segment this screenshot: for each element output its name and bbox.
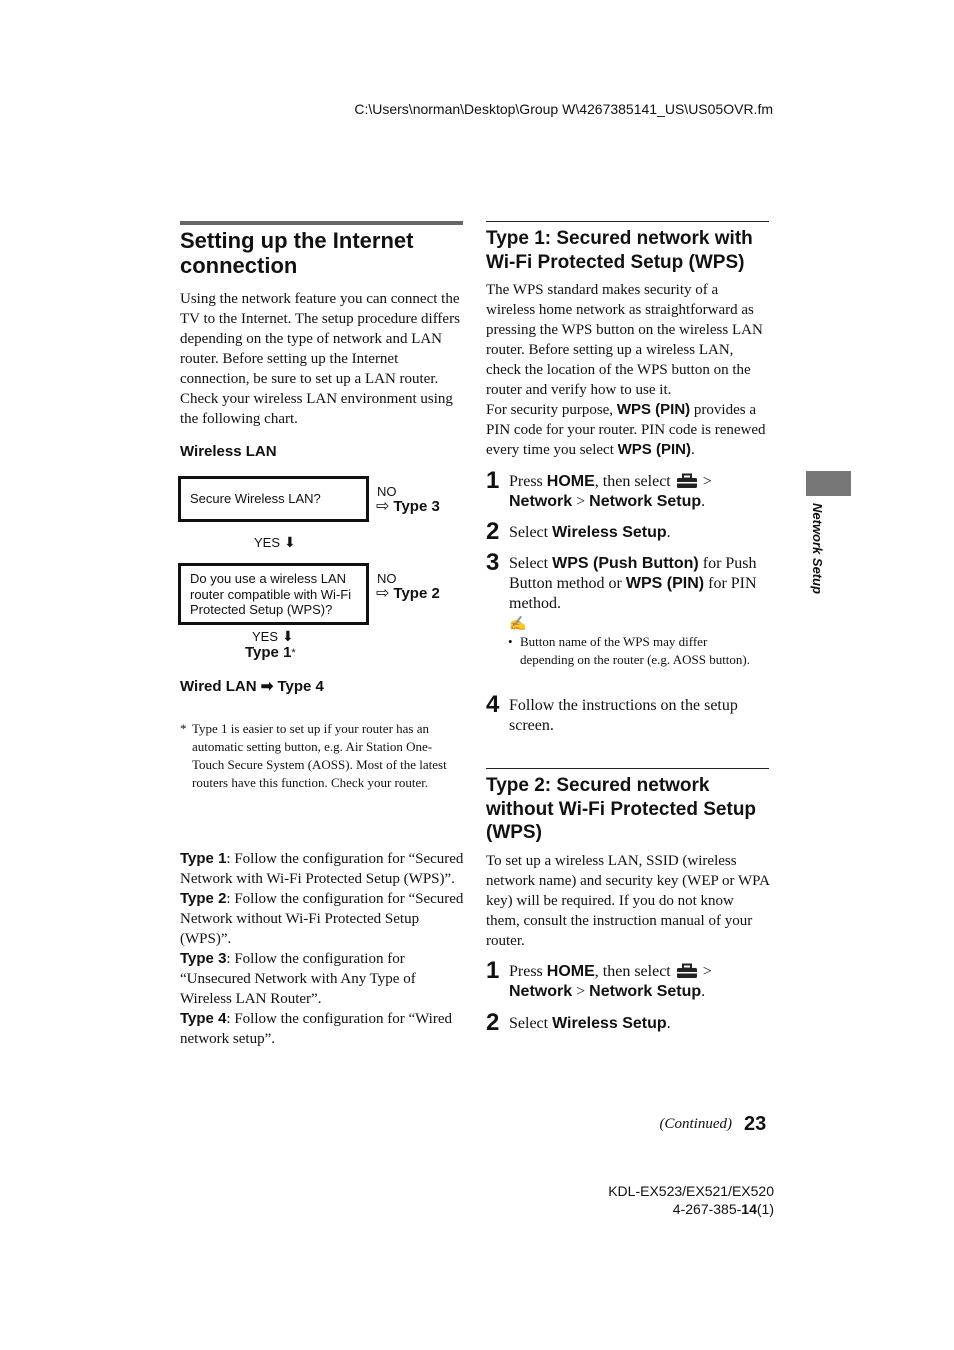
wireless-setup-menu: Wireless Setup <box>552 1015 667 1032</box>
text-run: Select <box>509 1015 553 1032</box>
type-desc-label: Type 3 <box>180 950 227 967</box>
wps-pin-term: WPS (PIN) <box>617 441 691 458</box>
yes-label: YES <box>252 629 279 644</box>
type-desc-item <box>180 949 465 1009</box>
section2-body: To set up a wireless LAN, SSID (wireless network name) and security key (WEP or WPA key) will be required. If you do not know them, consult the instruction manual of your router. <box>486 853 770 949</box>
flow-question-wps-text: Do you use a wireless LAN router compatible with Wi-Fi Protected Setup (WPS)? <box>190 571 352 617</box>
wired-lan-line <box>180 677 324 695</box>
step-3 <box>486 549 771 614</box>
type-desc-label: Type 4 <box>180 1010 227 1027</box>
text-run: > <box>698 473 712 490</box>
text-run: for PIN method. <box>509 575 757 612</box>
wps-pin-term: WPS (PIN) <box>616 401 691 418</box>
intro-paragraph: Using the network feature you can connect the TV to the Internet. The setup procedure differs depending on the type of network and LAN router. Before setting up the Internet connection, be sure to set up a LAN router. Check your wireless LAN environment using the following chart. <box>180 291 460 427</box>
document-code <box>500 1201 774 1217</box>
code-part: 4-267-385- <box>672 1201 742 1217</box>
step-1 <box>486 957 771 1002</box>
step-number: 1 <box>486 957 500 984</box>
text-run: . <box>666 524 671 541</box>
step-2 <box>486 1009 771 1036</box>
text-run: Select <box>509 555 553 572</box>
section1-security-paragraph <box>486 400 771 460</box>
type-desc-item <box>180 849 465 889</box>
wps-push-button-option: WPS (Push Button) <box>552 555 699 572</box>
type-desc-text: : Follow the configuration for “Unsecured Network with Any Type of Wireless LAN Router”. <box>180 951 416 1007</box>
continued-label: (Continued) <box>659 1116 732 1132</box>
step-number: 2 <box>486 518 500 545</box>
wps-pin-option: WPS (PIN) <box>625 575 705 592</box>
note-text: Button name of the WPS may differ depending on the router (e.g. AOSS button). <box>520 634 750 667</box>
text-run: . <box>701 493 706 510</box>
text-run: Select <box>509 524 553 541</box>
text-run: . <box>701 983 706 1000</box>
step-2 <box>486 518 771 545</box>
step-number: 2 <box>486 1009 500 1036</box>
text-run: for Push Button method or <box>509 555 757 592</box>
text-run: , then select <box>594 963 675 980</box>
right-arrow-icon: ⇨ <box>376 498 390 515</box>
text-run: , then select <box>594 473 675 490</box>
type3-result: Type 3 <box>393 498 440 515</box>
flow-no-label: NO <box>377 571 397 586</box>
type-desc-text: : Follow the configuration for “Wired network setup”. <box>180 1011 452 1047</box>
section-rule <box>180 221 463 225</box>
section1-paragraph: The WPS standard makes security of a wireless home network as straightforward as pressing the WPS button on the wireless LAN router. Before setting up a wireless LAN, check the location of the WPS button on the router and verify how to use it. <box>486 282 763 398</box>
right-arrow-icon: ➡ <box>260 678 274 695</box>
flow-question-secure-text: Secure Wireless LAN? <box>190 491 321 506</box>
type1-result: Type 1 <box>245 644 292 661</box>
flow-result-type3 <box>376 496 440 516</box>
footnote <box>180 720 463 792</box>
home-key: HOME <box>546 963 595 980</box>
side-tab-marker <box>806 471 851 496</box>
type-desc-item <box>180 1009 465 1049</box>
flow-yes-1 <box>254 534 296 552</box>
text-run: provides a PIN code for your router. PIN code is renewed every time you select <box>486 402 766 458</box>
page-number: 23 <box>744 1113 767 1135</box>
toolbox-icon <box>675 963 699 979</box>
type-desc-text: : Follow the configuration for “Secured Network without Wi-Fi Protected Setup (WPS)”. <box>180 891 464 947</box>
code-part: (1) <box>756 1201 774 1217</box>
code-part-bold: 14 <box>741 1201 757 1217</box>
step-number: 1 <box>486 467 500 494</box>
text-run: > <box>698 963 712 980</box>
home-key: HOME <box>546 473 595 490</box>
type-desc-label: Type 1 <box>180 850 227 867</box>
yes-label: YES <box>254 535 281 550</box>
flow-question-wps <box>178 563 369 625</box>
step-4 <box>486 691 771 736</box>
down-arrow-icon: ⬇ <box>282 628 294 644</box>
bullet: • <box>508 634 513 649</box>
step-text <box>509 472 771 512</box>
right-arrow-icon: ⇨ <box>376 585 390 602</box>
footnote-text: Type 1 is easier to set up if your router has an automatic setting button, e.g. Air Station One-Touch Secure System (AOSS). Most of the latest routers have this function. Check your router. <box>192 721 447 790</box>
step-text <box>509 962 771 1002</box>
step-number: 3 <box>486 549 500 576</box>
flow-question-secure <box>178 476 369 522</box>
network-menu: Network <box>509 493 573 510</box>
text-run: . <box>666 1015 671 1032</box>
model-number: KDL-EX523/EX521/EX520 <box>608 1183 774 1199</box>
section-rule <box>486 768 769 769</box>
section1-title: Type 1: Secured network with Wi-Fi Protected Setup (WPS) <box>486 228 753 273</box>
wireless-setup-menu: Wireless Setup <box>552 524 667 541</box>
section-rule <box>486 221 769 222</box>
text-run: . <box>690 442 695 458</box>
network-setup-menu: Network Setup <box>589 493 702 510</box>
network-menu: Network <box>509 983 573 1000</box>
network-setup-menu: Network Setup <box>589 983 702 1000</box>
type-descriptions <box>180 849 465 1049</box>
section2-title: Type 2: Secured network without Wi-Fi Protected Setup (WPS) <box>486 775 757 843</box>
asterisk: * <box>291 647 296 659</box>
flow-result-type1 <box>245 644 296 662</box>
type-desc-text: : Follow the configuration for “Secured Network with Wi-Fi Protected Setup (WPS)”. <box>180 851 464 887</box>
text-run: > <box>572 983 590 1000</box>
toolbox-icon <box>675 473 699 489</box>
type4-result: Type 4 <box>277 678 324 695</box>
type-desc-label: Type 2 <box>180 890 227 907</box>
wired-lan-label: Wired LAN <box>180 678 257 695</box>
step-text <box>509 554 771 614</box>
section1-body <box>486 280 771 460</box>
note <box>508 633 758 668</box>
type2-result: Type 2 <box>393 585 440 602</box>
note-pencil-icon: ✍ <box>509 617 527 632</box>
step-number: 4 <box>486 691 500 718</box>
text-run: Press <box>509 963 547 980</box>
footnote-mark: * <box>180 721 187 736</box>
text-run: For security purpose, <box>486 402 617 418</box>
file-path: C:\Users\norman\Desktop\Group W\4267385141_US\US05OVR.fm <box>354 101 773 117</box>
step-text: Follow the instructions on the setup screen. <box>509 697 738 734</box>
page-title: Setting up the Internet connection <box>180 228 414 278</box>
flow-no-label: NO <box>377 484 397 499</box>
flow-result-type2 <box>376 583 440 603</box>
side-tab-label: Network Setup <box>810 503 825 595</box>
step-text <box>509 1014 771 1034</box>
wireless-lan-label: Wireless LAN <box>180 443 277 460</box>
step-1 <box>486 467 771 512</box>
text-run: > <box>572 493 590 510</box>
type-desc-item <box>180 889 465 949</box>
down-arrow-icon: ⬇ <box>284 534 296 550</box>
step-text <box>509 523 771 543</box>
text-run: Press <box>509 473 547 490</box>
